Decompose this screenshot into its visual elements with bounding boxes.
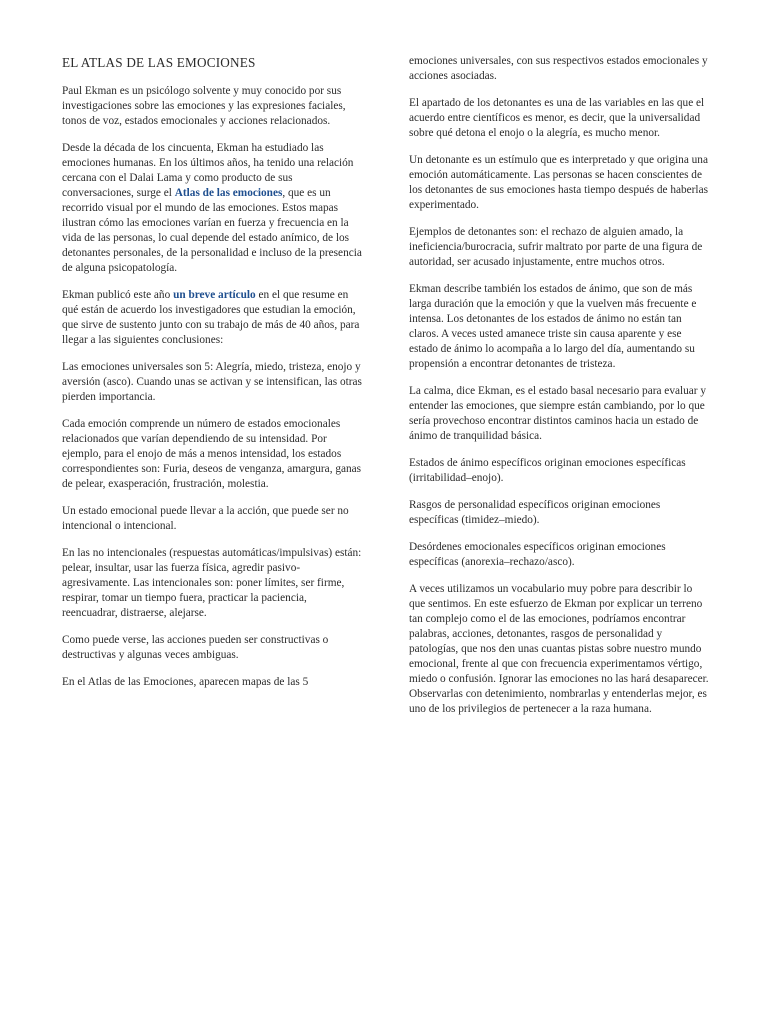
paragraph-article-text-1: Ekman publicó este año — [62, 289, 174, 301]
line-disorders-origin: Desórdenes emocionales específicos originan emociones específicas (anorexia–rechazo/asco). — [409, 541, 666, 568]
paragraph-action: Un estado emocional puede llevar a la acción, que puede ser no intencional o intencional. — [62, 505, 349, 532]
atlas-link[interactable]: Atlas de las emociones — [174, 187, 283, 199]
paragraph-intro: Paul Ekman es un psicólogo solvente y muy conocido por sus investigaciones sobre las emociones y las expresiones faciales, tonos de voz, estados emocionales y acciones relacionados. — [62, 85, 346, 127]
paragraph-trigger-definition: Un detonante es un estímulo que es interpretado y que origina una emoción automáticamente. Las personas se hacen conscientes de los detonantes de sus emociones hasta tiempo después de haberlas experimentado. — [409, 154, 708, 211]
paragraph-emotional-states: Cada emoción comprende un número de estados emocionales relacionados que varían dependiendo de su intensidad. Por ejemplo, para el enojo de más a menos intensidad, los estados correspondientes son: Furia, deseos de venganza, amargura, ganas de pelear, exasperación, frustración, molestia. — [62, 418, 362, 490]
left-column — [62, 54, 364, 702]
paragraph-trigger-examples: Ejemplos de detonantes son: el rechazo de alguien amado, la ineficiencia/burocracia, sufrir maltrato por parte de una figura de autoridad, ser acusado injustamente, entre muchos otros. — [409, 226, 703, 268]
paragraph-calm: La calma, dice Ekman, es el estado basal necesario para evaluar y entender las emociones, que siempre están cambiando, por lo que sería provechoso encontrar distintos caminos hacia un estado de ánimo de tranquilidad básica. — [409, 385, 707, 442]
line-personality-origin: Rasgos de personalidad específicos originan emociones específicas (timidez–miedo). — [409, 499, 661, 526]
paragraph-maps: En el Atlas de las Emociones, aparecen mapas de las 5 — [62, 676, 309, 688]
paragraph-moods: Ekman describe también los estados de ánimo, que son de más larga duración que la emoción y que la vuelven más frecuente e intensa. Los detonantes de los estados de ánimo no están tan claros. A veces usted amanece triste sin causa aparente y ese estado de ánimo lo acompaña a lo largo del día, aumentando su propensión a encontrar detonantes de tristeza. — [409, 283, 697, 370]
paragraph-constructive: Como puede verse, las acciones pueden ser constructivas o destructivas y algunas veces ambiguas. — [62, 634, 329, 661]
right-column — [409, 54, 711, 729]
line-moods-origin: Estados de ánimo específicos originan emociones específicas (irritabilidad–enojo). — [409, 457, 686, 484]
paragraph-intentional: En las no intencionales (respuestas automáticas/impulsivas) están: pelear, insultar, usar las fuerza física, agredir pasivo-agresivamente. Las intencionales son: poner límites, ser firme, respirar, tomar un tiempo fuera, practicar la paciencia, reencuadrar, distraerse, alejarse. — [62, 547, 362, 619]
paragraph-triggers-agreement: El apartado de los detonantes es una de las variables en las que el acuerdo entre científicos es menor, es decir, que la universalidad sobre qué detona el enojo o la alegría, es mucho menor. — [409, 97, 705, 139]
paragraph-conclusion: A veces utilizamos un vocabulario muy pobre para describir lo que sentimos. En este esfuerzo de Ekman por explicar un terreno tan complejo como el de las emociones, podríamos encontrar palabras, acciones, detonantes, rasgos de personalidad y patologías, que nos den unas cuantas pistas sobre nuestro mundo emocional, frente al que con frecuencia experimentamos vértigo, miedo o confusión. Ignorar las emociones no las hará desaparecer. Observarlas con detenimiento, nombrarlas y entenderlas mejor, es uno de los privilegios de pertenecer a la raza humana. — [409, 583, 709, 715]
paragraph-history-text-1: Desde la década de los cincuenta, Ekman ha estudiado las emociones humanas. En los últimos años, ha tenido una relación cercana con el Dalai Lama y como producto de sus conversaciones, surge el — [62, 142, 354, 199]
paragraph-article-text-2: en el que resume en qué están de acuerdo los investigadores que estudian la emoción, que sirve de sustento junto con su trabajo de más de 40 años, para llegar a las siguientes conclusiones: — [62, 289, 360, 346]
paragraph-history — [62, 141, 364, 276]
paragraph-universal-emotions: Las emociones universales son 5: Alegría, miedo, tristeza, enojo y aversión (asco). Cuando unas se activan y se intensifican, las otras pierden importancia. — [62, 361, 362, 403]
paragraph-history-text-2: , que es un recorrido visual por el mundo de las emociones. Estos mapas ilustran cómo las emociones varían en fuerza y frecuencia en la vida de las personas, lo cual depende del estado anímico, de los detonantes personales, de la personalidad e incluso de la presencia de alguna psicopatología. — [62, 187, 362, 274]
paragraph-article — [62, 288, 364, 348]
paragraph-maps-continued: emociones universales, con sus respectivos estados emocionales y acciones asociadas. — [409, 55, 708, 82]
article-link[interactable]: un breve artículo — [173, 289, 256, 301]
article-title: EL ATLAS DE LAS EMOCIONES — [62, 55, 256, 70]
